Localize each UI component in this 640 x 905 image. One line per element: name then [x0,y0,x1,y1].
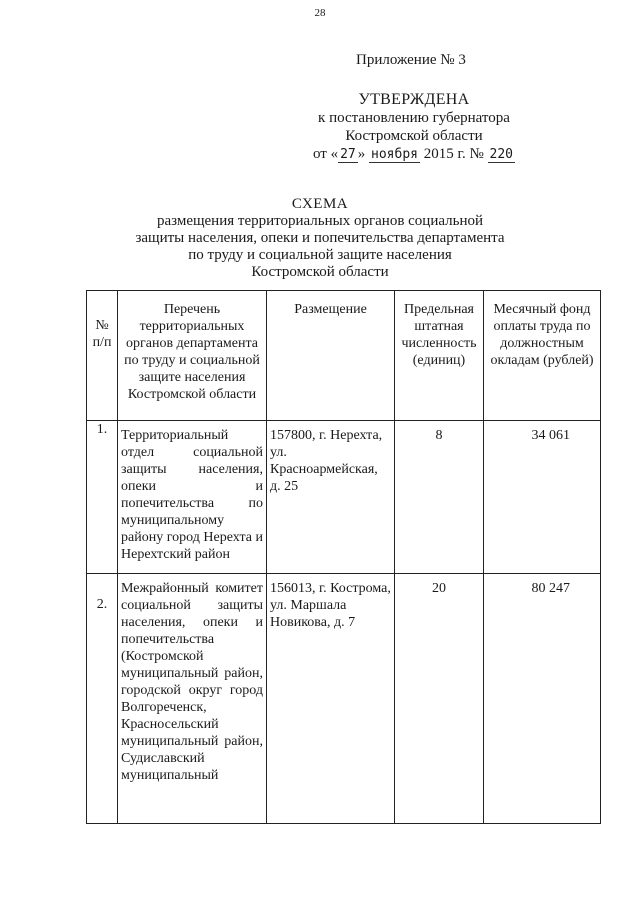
row-num: 1. [87,421,118,574]
header-location: Размещение [267,291,395,421]
header-staff: Предельная штатная численность (единиц) [395,291,484,421]
scheme-subtitle-line: размещения территориальных органов социальной [156,213,484,229]
approval-title: УТВЕРЖДЕНА [358,91,470,108]
decree-year: 2015 г. № [423,146,484,162]
scheme-heading [120,196,520,281]
table-row [87,421,601,574]
row-staff: 8 [395,421,484,574]
appendix-label: Приложение № 3 [356,52,466,68]
row-name: Межрайонный комитет социальной защиты населения, опеки и попечительства (Костромской муниципальный район, городской округ город Волгореченск, Красносельский муниципальный район, Судиславский муниципальный [118,574,267,824]
scheme-title: СХЕМА [291,196,349,212]
decree-date-line [296,145,532,164]
date-mid: » [357,146,366,162]
header-num: № п/п [87,291,118,421]
approval-line-2: Костромской области [345,128,483,144]
decree-day: 27 [340,147,356,162]
row-num: 2. [87,574,118,824]
row-location: 157800, г. Нерехта, ул. Красноармейская, д. 25 [267,421,395,574]
approval-block [296,91,532,164]
row-name: Территориальный отдел социальной защиты населения, опеки и попечительства по муниципальному району город Нерехта и Нерехтский район [118,421,267,574]
row-location: 156013, г. Кострома, ул. Маршала Новикова, д. 7 [267,574,395,824]
date-prefix: от « [313,146,339,162]
scheme-subtitle-line: защиты населения, опеки и попечительства департамента [135,230,505,246]
page-number: 28 [314,7,326,19]
decree-number: 220 [489,147,513,162]
row-fund: 80 247 [484,574,601,824]
header-list: Перечень территориальных органов департамента по труду и социальной защите населения Костромской области [118,291,267,421]
row-fund: 34 061 [484,421,601,574]
scheme-subtitle-line: Костромской области [251,264,389,280]
decree-month: ноября [371,147,418,162]
approval-line-1: к постановлению губернатора [318,110,510,126]
organs-table [86,290,601,824]
header-fund: Месячный фонд оплаты труда по должностным окладам (рублей) [484,291,601,421]
scheme-subtitle-line: по труду и социальной защите населения [188,247,452,263]
table-header-row [87,291,601,421]
row-staff: 20 [395,574,484,824]
table-row [87,574,601,824]
